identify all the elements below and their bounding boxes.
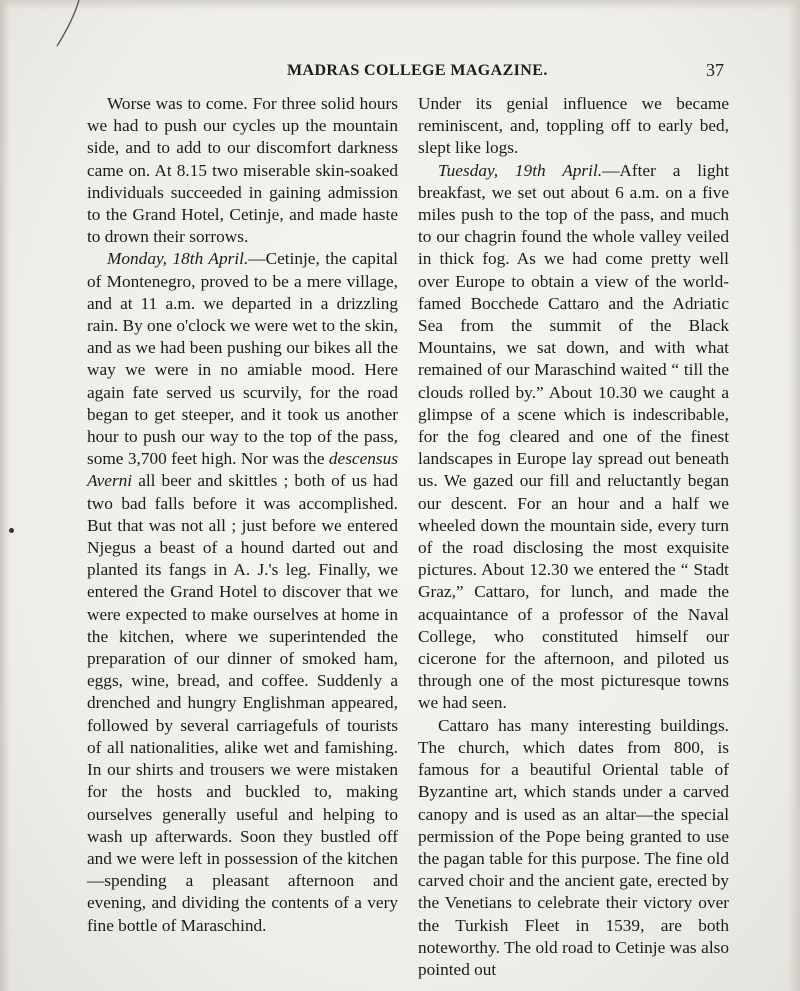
page-edge-shadow: [0, 0, 800, 10]
paragraph: Worse was to come. For three solid hours we had to push our cycles up the mountain side, and to add to our discomfort darkness came on. At 8.15 two miserable skin-soaked individuals succeeded in gaining admission to the Grand Hotel, Cetinje, and made haste to drown their sorrows.: [87, 94, 398, 247]
ink-speck: [9, 528, 14, 533]
latin-phrase: descensus Averni: [87, 449, 398, 491]
page-number: 37: [706, 60, 724, 80]
pencil-mark: [55, 0, 85, 48]
date-heading: Tuesday, 19th April.: [438, 160, 603, 180]
paragraph-text: —Cetinje, the capital of Montenegro, proved to be a mere village, and at 11 a.m. we departed in a drizzling rain. By one o'clock we were wet to the skin, and as we had been pushing our bikes all the way we were in no amiable mood. Here again fate served us scurvily, for the road began to get steeper, and it took us another hour to push our way to the top of the pass, some 3,700 feet high. Nor was the: [87, 249, 398, 469]
paragraph: Under its genial influence we became reminiscent, and, toppling off to early bed, slept like logs.: [418, 94, 729, 158]
page-edge-shadow: [788, 0, 800, 991]
paragraph: [87, 248, 398, 936]
right-column: [418, 93, 729, 981]
paragraph-text: —After a light breakfast, we set out about 6 a.m. on a five miles push to the top of the pass, and much to our chagrin found the whole valley veiled in thick fog. As we had come pretty well over Europe to obtain a view of the world-famed Bocchede Cattaro and the Adriatic Sea from the summit of the Black Mountains, we sat down, and with what remained of our Maraschind waited “ till the clouds rolled by.” About 10.30 we caught a glimpse of a scene which is indescribable, for the fog cleared and one of the finest landscapes in Europe lay spread out beneath us. We gazed our fill and reluctantly began our descent. For an hour and a half we wheeled down the mountain side, every turn of the road disclosing the most exquisite pictures. About 12.30 we entered the “ Stadt Graz,” Cattaro, for lunch, and made the acquaintance of a professor of the Naval College, who constituted himself our cicerone for the afternoon, and piloted us through one of the most picturesque towns we had seen.: [418, 160, 729, 713]
left-column: [87, 93, 398, 937]
paragraph-text: all beer and skittles ; both of us had two bad falls before it was accomplished. But that was not all ; just before we entered Njegus a beast of a hound darted out and planted its fangs in A. J.'s leg. Finally, we entered the Grand Hotel to discover that we were expected to make ourselves at home in the kitchen, where we superintended the preparation of our dinner of smoked ham, eggs, wine, bread, and coffee. Suddenly a drenched and hungry Englishman appeared, followed by several carriagefuls of tourists of all nationalities, alike wet and famishing. In our shirts and trousers we were mistaken for the hosts and buckled to, making ourselves generally useful and helping to wash up afterwards. Soon they bustled off and we were left in possession of the kitchen—spending a pleasant afternoon and evening, and dividing the contents of a very fine bottle of Maraschind.: [87, 471, 398, 935]
page-header: [0, 58, 800, 84]
paragraph: Cattaro has many interesting buildings. The church, which dates from 800, is famous for a beautiful Oriental table of Byzantine art, which stands under a carved canopy and is used as an altar—the special permission of the Pope being granted to use the pagan table for this purpose. The fine old carved choir and the ancient gate, erected by the Venetians to celebrate their victory over the Turkish Fleet in 1539, are both noteworthy. The old road to Cetinje was also pointed out: [418, 715, 729, 979]
paragraph: [418, 160, 729, 715]
date-heading: Monday, 18th April.: [107, 249, 249, 269]
page-edge-shadow: [0, 0, 10, 991]
running-title: MADRAS COLLEGE MAGAZINE.: [287, 62, 548, 79]
